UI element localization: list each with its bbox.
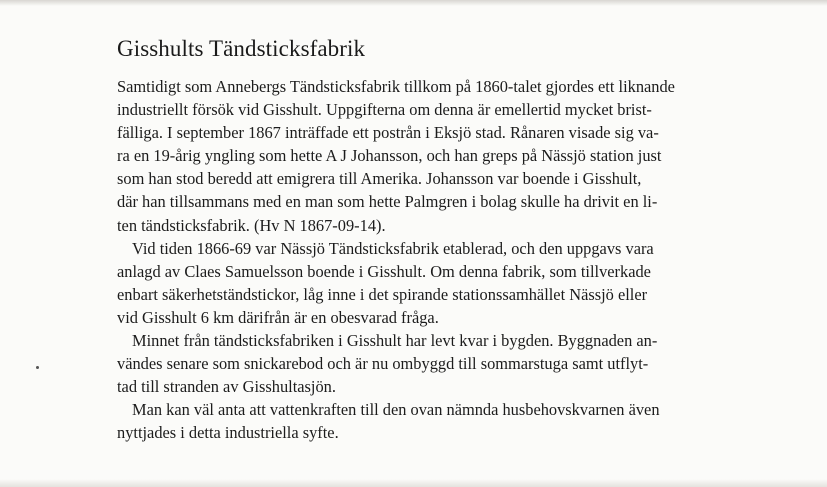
text-line: ra en 19-årig yngling som hette A J Johansson, och han greps på Nässjö station just (117, 146, 662, 166)
text-line: fälliga. I september 1867 inträffade ett postrån i Eksjö stad. Rånaren visade sig va- (117, 123, 659, 143)
scan-speck (36, 366, 39, 369)
text-line: vid Gisshult 6 km därifrån är en obesvarad fråga. (117, 307, 439, 327)
text-line: Samtidigt som Annebergs Tändsticksfabrik tillkom på 1860-talet gjordes ett liknande (117, 77, 675, 96)
paragraph-start-line: Vid tiden 1866-69 var Nässjö Tändsticksfabrik etablerad, och den uppgavs vara (132, 238, 654, 258)
paragraph-start-line: Man kan väl anta att vattenkraften till den ovan nämnda husbehovskvarnen även (132, 400, 660, 420)
paragraph-start-line: Minnet från tändsticksfabriken i Gisshult har levt kvar i bygden. Byggnaden an- (132, 331, 658, 351)
text-line: enbart säkerhetständstickor, låg inne i det spirande stationssamhället Nässjö eller (117, 284, 648, 304)
text-line: tad till stranden av Gisshultasjön. (117, 377, 336, 397)
text-line: ten tändsticksfabrik. (Hv N 1867-09-14). (117, 215, 386, 235)
text-line: nyttjades i detta industriella syfte. (117, 423, 339, 443)
text-line: industriellt försök vid Gisshult. Uppgifterna om denna är emellertid mycket brist- (117, 100, 652, 120)
text-line: anlagd av Claes Samuelsson boende i Gisshult. Om denna fabrik, som tillverkade (117, 261, 651, 281)
text-line: som han stod beredd att emigrera till Amerika. Johansson var boende i Gisshult, (117, 169, 642, 189)
document-title: Gisshults Tändsticksfabrik (117, 36, 366, 61)
document-body (117, 75, 732, 445)
text-line: vändes senare som snickarebod och är nu ombyggd till sommarstuga samt utflyt- (117, 354, 649, 374)
text-line: där han tillsammans med en man som hette Palmgren i bolag skulle ha drivit en li- (117, 192, 658, 212)
page-top-edge (0, 0, 827, 6)
page-bottom-edge (0, 479, 827, 487)
